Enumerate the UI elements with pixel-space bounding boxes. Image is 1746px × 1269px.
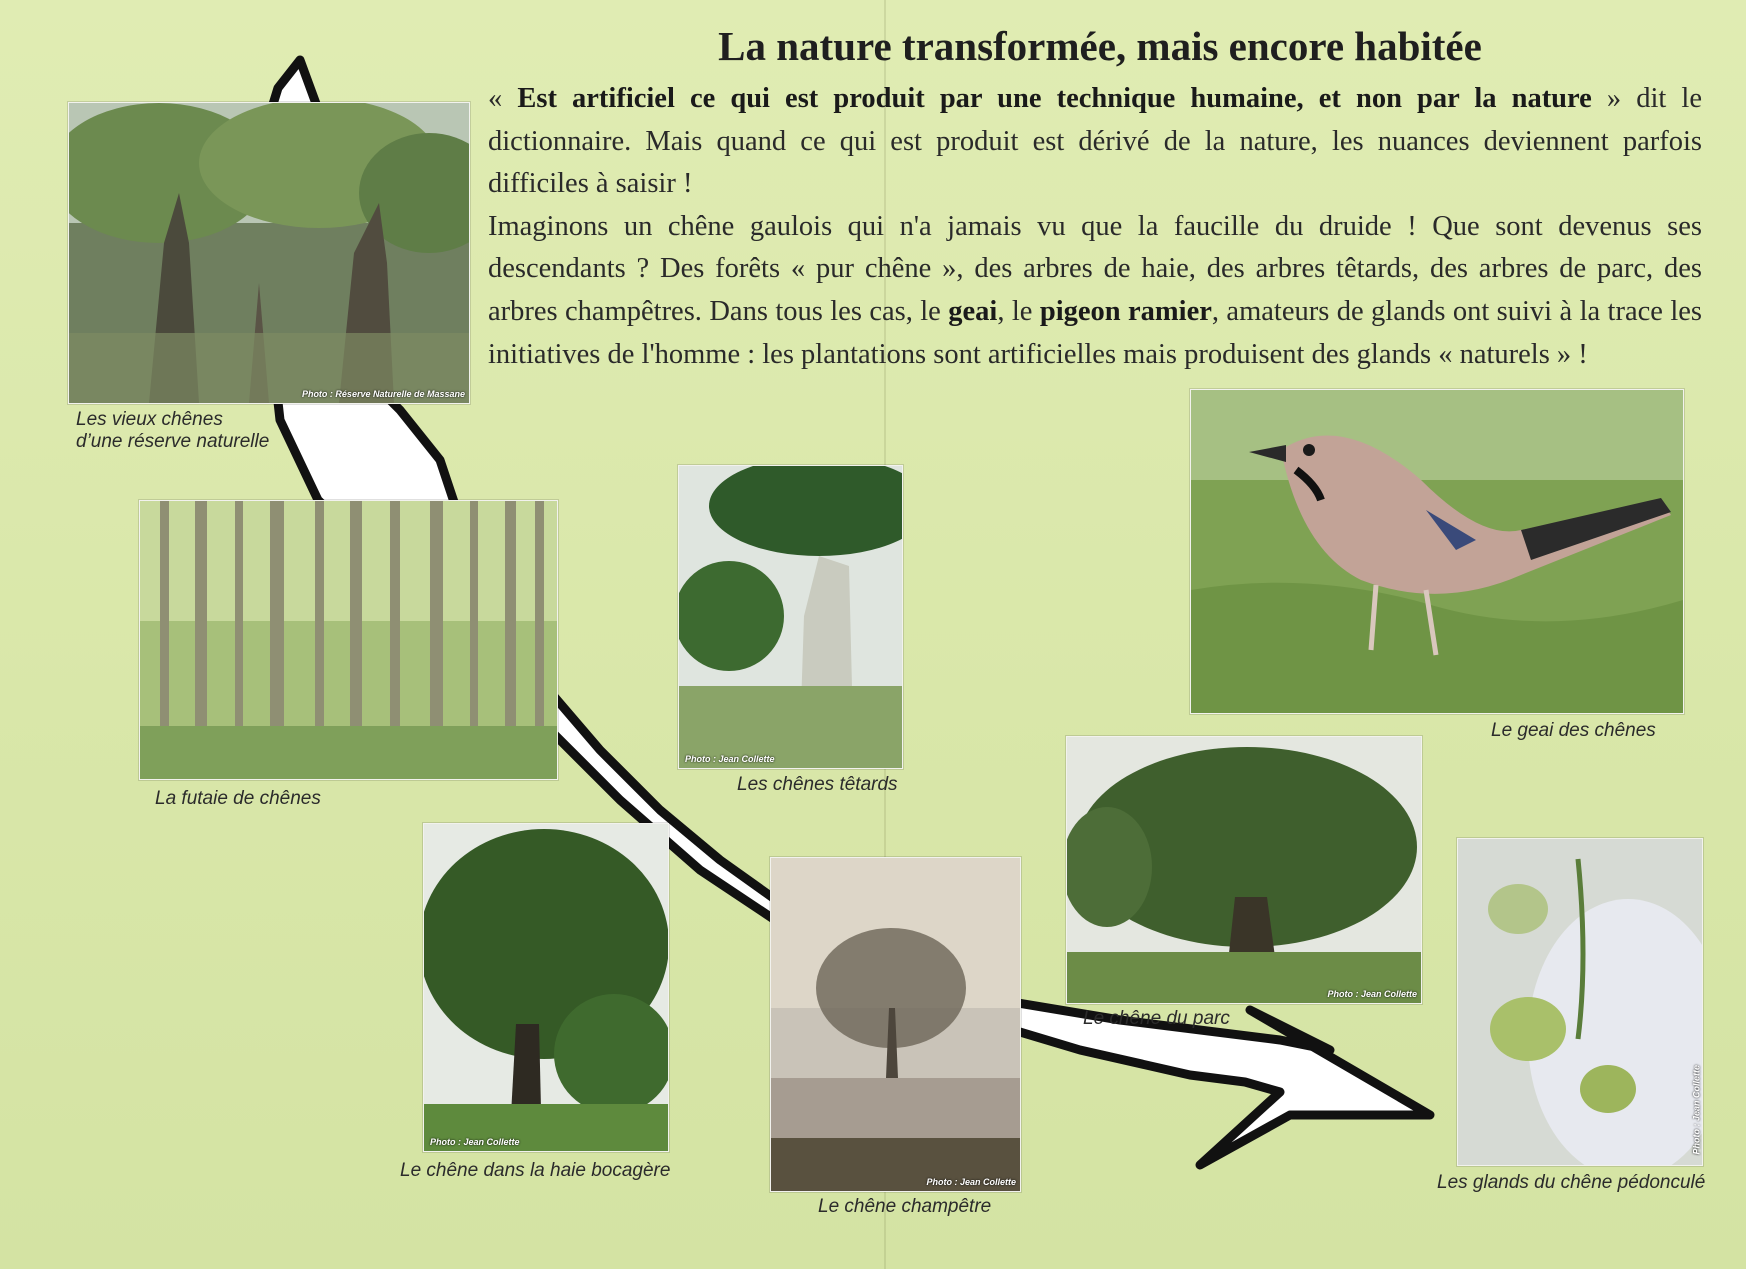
caption-reserve [76,409,269,453]
jay-bird-image [1191,390,1683,713]
hedge-oak-image [424,824,668,1151]
photo-credit: Photo : Jean Collette [926,1177,1016,1187]
caption-line: Les vieux chênes [76,409,223,430]
photo-geai [1190,389,1684,714]
caption-line: d’une réserve naturelle [76,431,270,452]
intro-text [488,78,1702,376]
field-oak-image [771,858,1020,1191]
caption-haie: Le chêne dans la haie bocagère [400,1160,671,1181]
photo-credit: Photo : Jean Collette [1327,989,1417,999]
photo-champetre [770,857,1021,1192]
photo-reserve-naturelle [68,102,470,404]
caption-geai: Le geai des chênes [1491,720,1656,741]
photo-futaie [139,500,558,780]
photo-parc [1066,736,1422,1004]
forest-image [140,501,557,779]
caption-tetards: Les chênes têtards [737,774,898,795]
photo-glands [1457,838,1703,1166]
paragraph-1: « Est artificiel ce qui est produit par une technique humaine, et non par la nature » dit le dictionnaire. Mais quand ce qui est produit est dérivé de la nature, les nuances deviennent parfois difficiles à saisir ! [488,83,1702,200]
park-oak-image [1067,737,1421,1003]
acorns-image [1458,839,1702,1165]
photo-credit: Photo : Jean Collette [430,1137,520,1147]
photo-credit: Photo : Jean Collette [1692,1065,1702,1155]
term-geai: geai [948,295,998,327]
page-title: La nature transformée, mais encore habitée [718,23,1482,69]
caption-glands: Les glands du chêne pédonculé [1437,1172,1706,1193]
caption-champetre: Le chêne champêtre [818,1196,992,1217]
photo-credit: Photo : Jean Collette [685,754,775,764]
photo-haie [423,823,669,1152]
pollard-oak-image [679,466,902,768]
photo-tetards [678,465,903,769]
photo-credit: Photo : Réserve Naturelle de Massane [301,389,465,399]
caption-parc: Le chêne du parc [1083,1008,1230,1029]
forest-image [69,103,469,403]
term-pigeon-ramier: pigeon ramier [1039,295,1212,327]
caption-futaie: La futaie de chênes [155,788,321,809]
quote-definition: Est artificiel ce qui est produit par une technique humaine, et non par la nature [517,83,1592,114]
paragraph-2: Imaginons un chêne gaulois qui n'a jamais vu que la faucille du druide ! Que sont devenus ses descendants ? Des forêts « pur chêne », des arbres de haie, des arbres têtards, des arbres de parc, des arbres champêtres. Dans tous les cas, le geai, le pigeon ramier, amateurs de glands ont suivi à la trace les initiatives de l'homme : les plantations sont artificielles mais produisent des glands « naturels » ! [488,210,1702,370]
bleed-through-text [80,955,89,993]
